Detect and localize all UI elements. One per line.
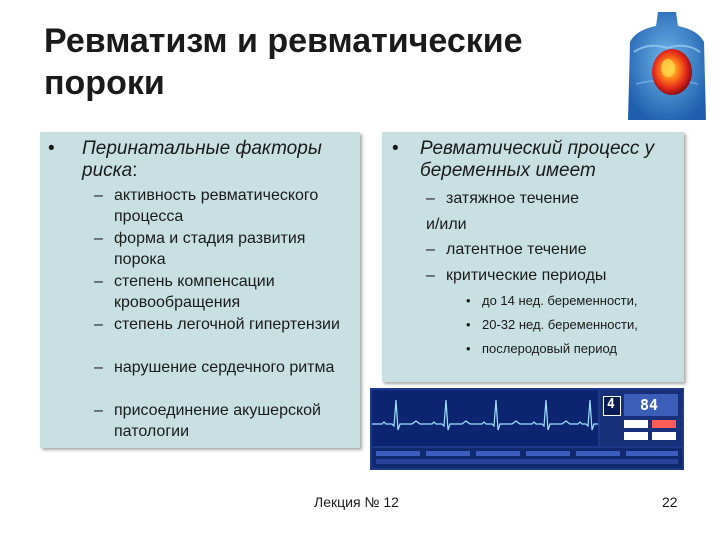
- page-number: 22: [662, 494, 678, 510]
- process-connector: и/или: [426, 216, 467, 233]
- ecg-trace: [372, 390, 598, 446]
- ecg-monitor-image: [370, 388, 684, 470]
- heart-rate-value: 84: [640, 396, 659, 414]
- slide-title: Ревматизм и ревматические пороки: [44, 22, 523, 102]
- risk-item: – активность ревматического процесса: [94, 187, 319, 225]
- process-item: – критические периоды: [426, 267, 607, 284]
- process-item: – затяжное течение: [426, 190, 580, 207]
- risk-item: – степень компенсации кровообращения: [94, 273, 275, 311]
- rheumatic-process-heading: • Ревматический процесс у беременных имеет: [392, 138, 655, 181]
- lead-number: 4: [607, 397, 615, 412]
- period-item: • 20-32 нед. беременности,: [466, 317, 638, 332]
- period-item: • до 14 нед. беременности,: [466, 293, 638, 308]
- risk-item: – присоединение акушерской патологии: [94, 402, 321, 440]
- monitor-function-bar: [372, 448, 682, 468]
- rheumatic-process-box: [382, 132, 684, 382]
- period-item: • послеродовый период: [466, 341, 617, 356]
- bullet: •: [48, 138, 55, 159]
- lecture-label: Лекция № 12: [314, 494, 399, 510]
- ecg-readout-panel: [600, 390, 682, 446]
- risk-item: – нарушение сердечного ритма: [94, 359, 335, 376]
- heart-illustration: [628, 12, 706, 120]
- risk-factors-box: [40, 132, 360, 448]
- risk-factors-heading: • Перинатальные факторы риска:: [48, 138, 322, 181]
- bullet: •: [392, 138, 399, 159]
- process-item: – латентное течение: [426, 241, 587, 258]
- risk-item: – степень легочной гипертензии: [94, 316, 340, 333]
- risk-item: – форма и стадия развития порока: [94, 230, 306, 268]
